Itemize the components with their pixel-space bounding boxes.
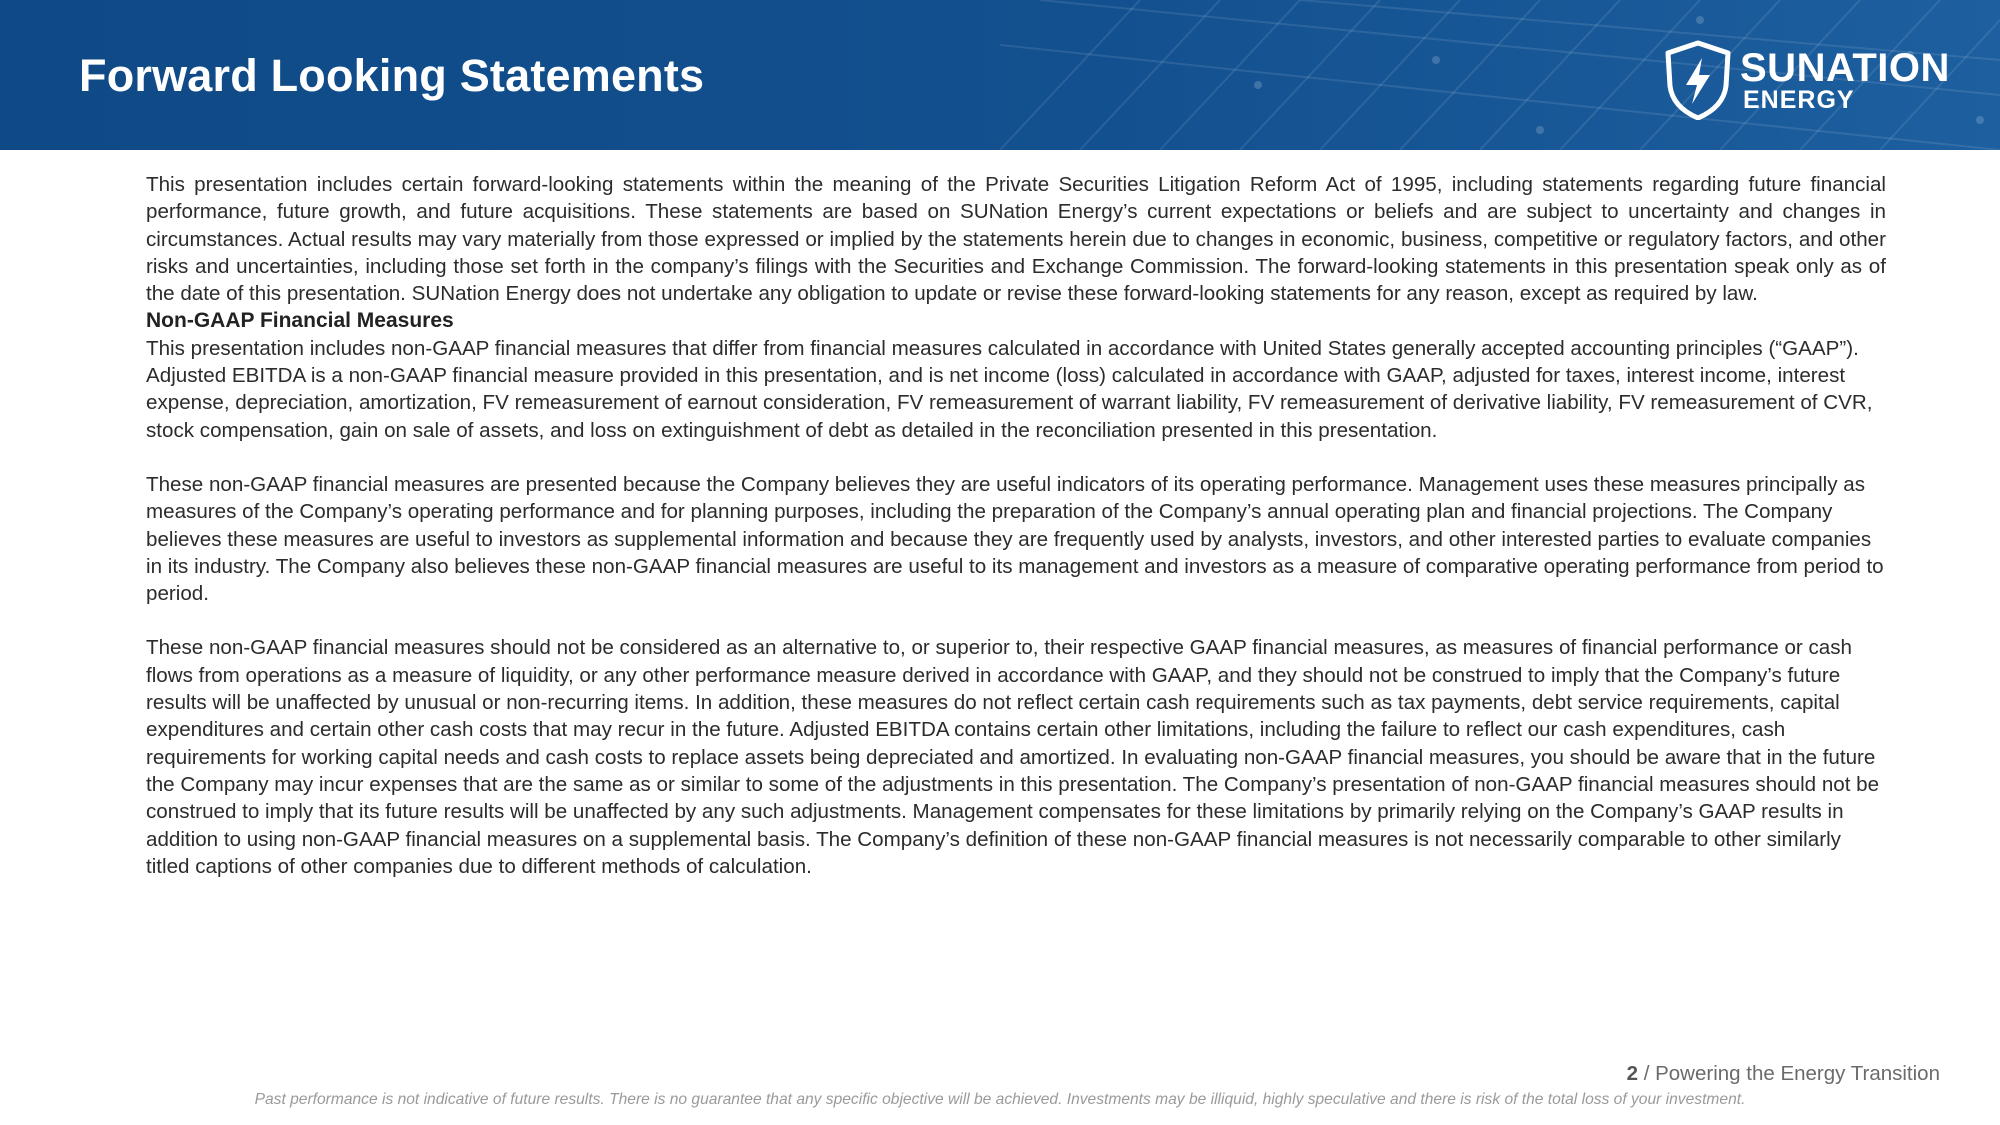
page-title: Forward Looking Statements bbox=[79, 50, 705, 101]
header-banner bbox=[0, 0, 2000, 150]
logo-subtitle: ENERGY bbox=[1743, 86, 1855, 114]
logo-wordmark: SUNATION bbox=[1740, 46, 1950, 90]
tagline-text: Powering the Energy Transition bbox=[1655, 1062, 1940, 1085]
shield-bolt-icon bbox=[1664, 40, 1732, 120]
non-gaap-paragraph-3: These non-GAAP financial measures should not be considered as an alternative to, or superior to, their respective GAAP financial measures, as measures of financial performance or cash flows from operations as a measure of liquidity, or any other performance measure derived in accordance with GAAP, and they should not be construed to imply that the Company’s future results will be unaffected by unusual or non-recurring items. In addition, these measures do not reflect certain cash requirements such as tax payments, debt service requirements, capital expenditures and certain other cash costs that may recur in the future. Adjusted EBITDA contains certain other limitations, including the failure to reflect our cash expenditures, cash requirements for working capital needs and cash costs to replace assets being depreciated and amortized. In evaluating non-GAAP financial measures, you should be aware that in the future the Company may incur expenses that are the same as or similar to some of the adjustments in this presentation. The Company’s presentation of non-GAAP financial measures should not be construed to imply that its future results will be unaffected by any such adjustments. Management compensates for these limitations by primarily relying on the Company’s GAAP results in addition to using non-GAAP financial measures on a supplemental basis. The Company’s definition of these non-GAAP financial measures is not necessarily comparable to other similarly titled captions of other companies due to different methods of calculation. bbox=[146, 636, 1880, 878]
page-number: 2 bbox=[1626, 1062, 1639, 1085]
main-content bbox=[146, 171, 1886, 880]
sunation-energy-logo bbox=[1664, 40, 1964, 120]
non-gaap-paragraph-1: This presentation includes non-GAAP financial measures that differ from financial measures calculated in accordance with United States generally accepted accounting principles (“GAAP”). Adjusted EBITDA is a non-GAAP financial measure provided in this presentation, and is net income (loss) calculated in accordance with GAAP, adjusted for taxes, interest income, interest expense, depreciation, amortization, FV remeasurement of earnout consideration, FV remeasurement of warrant liability, FV remeasurement of derivative liability, FV remeasurement of CVR, stock compensation, gain on sale of assets, and loss on extinguishment of debt as detailed in the reconciliation presented in this presentation. bbox=[146, 336, 1873, 442]
non-gaap-heading: Non-GAAP Financial Measures bbox=[146, 309, 454, 333]
footer-tagline bbox=[1627, 1062, 1940, 1086]
non-gaap-paragraph-2: These non-GAAP financial measures are presented because the Company believes they are useful indicators of its operating performance. Management uses these measures principally as measures of the Company’s operating performance and for planning purposes, including the preparation of the Company’s annual operating plan and financial projections. The Company believes these measures are useful to investors as supplemental information and because they are frequently used by analysts, investors, and other interested parties to evaluate companies in its industry. The Company also believes these non-GAAP financial measures are useful to its management and investors as a measure of comparative operating performance from period to period. bbox=[146, 472, 1884, 606]
footer-separator: / bbox=[1638, 1062, 1656, 1085]
footer-disclaimer: Past performance is not indicative of future results. There is no guarantee that any specific objective will be achieved. Investments may be illiquid, highly speculative and there is risk of the total loss of your investment. bbox=[254, 1091, 1746, 1108]
forward-looking-paragraph: This presentation includes certain forward-looking statements within the meaning of the Private Securities Litigation Reform Act of 1995, including statements regarding future financial performance, future growth, and future acquisitions. These statements are based on SUNation Energy’s current expectations or beliefs and are subject to uncertainty and changes in circumstances. Actual results may vary materially from those expressed or implied by the statements herein due to changes in economic, business, competitive or regulatory factors, and other risks and uncertainties, including those set forth in the company’s filings with the Securities and Exchange Commission. The forward-looking statements in this presentation speak only as of the date of this presentation. SUNation Energy does not undertake any obligation to update or revise these forward-looking statements for any reason, except as required by law. bbox=[146, 173, 1886, 306]
